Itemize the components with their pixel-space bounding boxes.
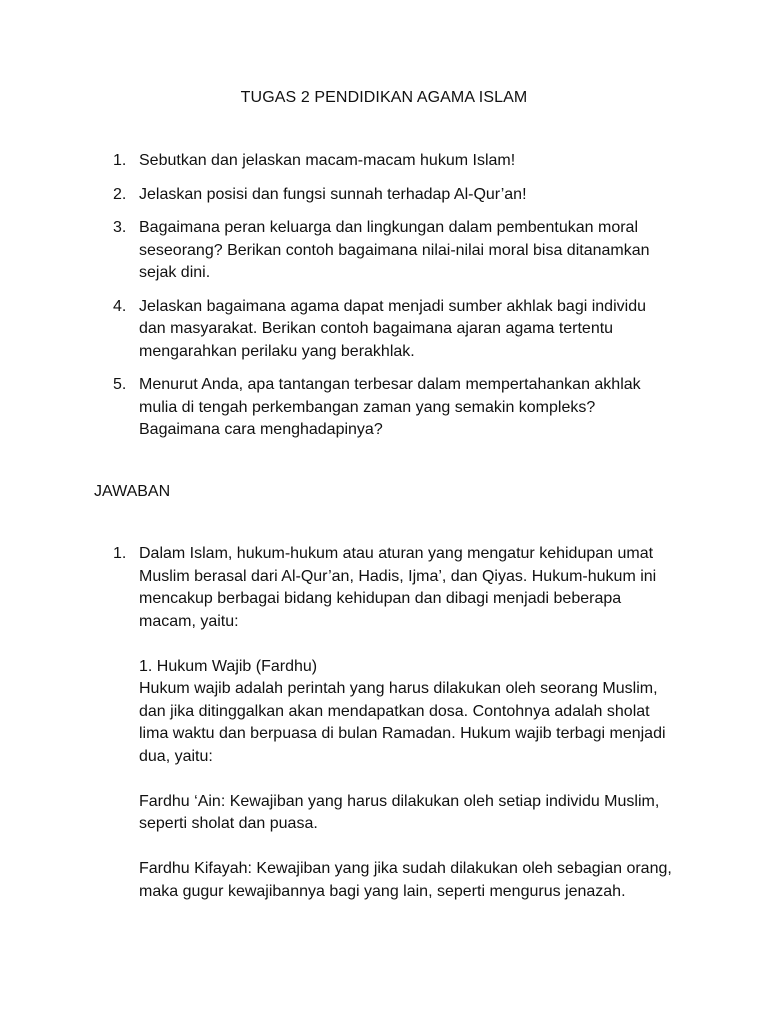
question-text: Menurut Anda, apa tantangan terbesar dalam mempertahankan akhlak mulia di tengah perkembangan zaman yang semakin kompleks? Bagaimana cara menghadapinya? bbox=[139, 376, 641, 438]
question-list bbox=[113, 150, 673, 453]
answer-list bbox=[113, 543, 681, 903]
answers-heading: JAWABAN bbox=[94, 483, 171, 500]
question-number: 3. bbox=[113, 219, 127, 236]
question-text: Sebutkan dan jelaskan macam-macam hukum Islam! bbox=[139, 152, 516, 169]
answer-body bbox=[139, 543, 681, 903]
answer-item bbox=[113, 543, 681, 903]
question-item bbox=[113, 374, 673, 442]
question-item bbox=[113, 150, 673, 173]
question-number: 2. bbox=[113, 185, 127, 203]
document-title: TUGAS 2 PENDIDIKAN AGAMA ISLAM bbox=[240, 89, 528, 106]
answer-subtext: Hukum wajib adalah perintah yang harus dilakukan oleh seorang Muslim, dan jika ditinggalkan akan mendapatkan dosa. Contohnya adalah sholat lima waktu dan berpuasa di bulan Ramadan. Hukum wajib terbagi menjadi dua, yaitu: bbox=[139, 680, 666, 765]
fardhu-ain-text: Fardhu ‘Ain: Kewajiban yang harus dilakukan oleh setiap individu Muslim, seperti sholat dan puasa. bbox=[139, 792, 660, 832]
question-number: 5. bbox=[113, 376, 127, 393]
question-text: Jelaskan posisi dan fungsi sunnah terhadap Al-Qur’an! bbox=[139, 185, 527, 203]
question-text: Jelaskan bagaimana agama dapat menjadi sumber akhlak bagi individu dan masyarakat. Berikan contoh bagaimana ajaran agama tertentu mengarahkan perilaku yang berakhlak. bbox=[139, 297, 646, 360]
answer-subheading: 1. Hukum Wajib (Fardhu) bbox=[139, 657, 318, 675]
question-text: Bagaimana peran keluarga dan lingkungan dalam pembentukan moral seseorang? Berikan contoh bagaimana nilai-nilai moral bisa ditanamkan sejak dini. bbox=[139, 219, 650, 281]
answer-number: 1. bbox=[113, 545, 127, 562]
fardhu-kifayah-text: Fardhu Kifayah: Kewajiban yang jika sudah dilakukan oleh sebagian orang, maka gugur kewajibannya bagi yang lain, seperti mengurus jenazah. bbox=[139, 860, 672, 900]
question-number: 4. bbox=[113, 297, 127, 315]
question-item bbox=[113, 217, 673, 285]
answer-intro: Dalam Islam, hukum-hukum atau aturan yang mengatur kehidupan umat Muslim berasal dari Al-Qur’an, Hadis, Ijma’, dan Qiyas. Hukum-hukum ini mencakup berbagai bidang kehidupan dan dibagi menjadi beberapa macam, yaitu: bbox=[139, 545, 657, 630]
question-number: 1. bbox=[113, 152, 127, 169]
question-item bbox=[113, 296, 673, 364]
question-item bbox=[113, 184, 673, 207]
